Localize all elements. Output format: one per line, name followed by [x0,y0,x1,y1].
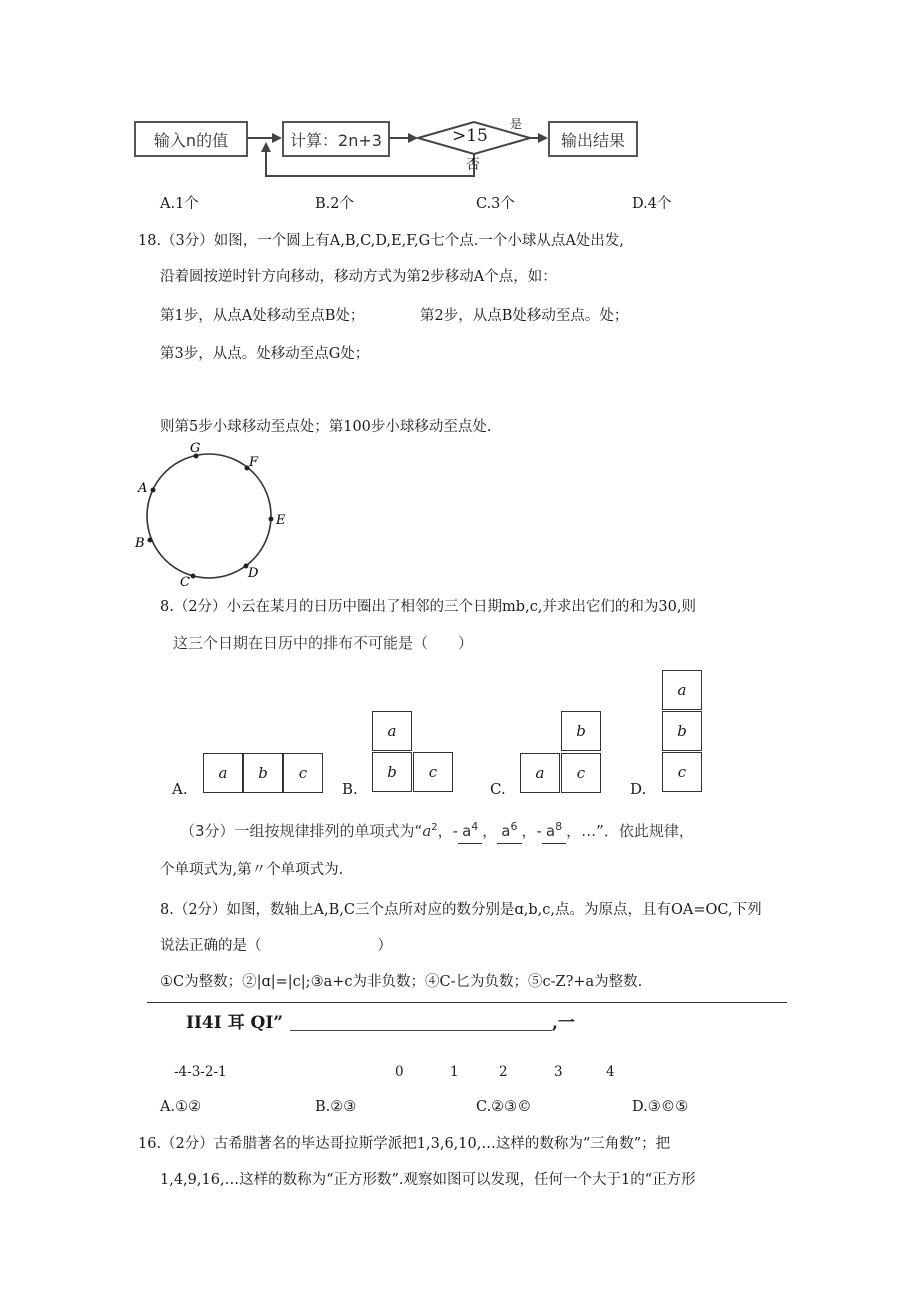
q18-circle-figure [130,440,300,590]
calendar-cell: c [662,752,702,792]
q-mono-term3-exp: 6 [510,820,518,833]
point-d-label: D [248,566,259,581]
option-b: B.2个 [315,196,354,212]
axis-tick-3: 3 [554,1064,563,1080]
point-c [191,574,196,579]
calendar-cell: c [413,752,453,792]
q16-line2: 1,4,9,16,…这样的数称为“正方形数”.观察如图可以发现，任何一个大于1的“正方形 [160,1172,696,1188]
flowchart-compute-label: 计算：2n+3 [290,130,382,150]
q-mono-sep3: ，- [521,822,542,840]
q18-step2: 第2步，从点B处移动至点。处； [420,308,629,324]
q18-line1: 18.（3分）如图，一个圆上有A,B,C,D,E,F,G七个点.一个小球从点A处出发, [138,233,624,249]
q-mono-line1 [180,818,694,844]
q-mono-term2: a [462,822,472,840]
q8b-line3: ①C为整数；②|ɑ|=|c|;③a+c为非负数；④C-匕为负数；⑤c-Z?+a为整数. [160,974,643,990]
calendar-cell: c [283,753,323,793]
q8b-garbled-underline [290,1030,552,1031]
q18-step1: 第1步，从点A处移动至点B处； [160,308,365,324]
q8a-line2: 这三个日期在日历中的排布不可能是（ ） [173,634,474,652]
calendar-cell: a [520,753,560,793]
q8b-divider [147,1002,787,1003]
q8a-line1: 8.（2分）小云在某月的日历中圈出了相邻的三个日期mb,c,并求出它们的和为30,则 [160,599,696,615]
q-mono-line2: 个单项式为,第〃个单项式为. [160,862,344,878]
point-c-label: C [180,575,190,590]
q-mono-term1-exp: 2 [431,822,438,833]
q8b-garbled-left: II4I 耳 QI” [186,1013,284,1033]
point-e [269,517,274,522]
axis-tick-0: 0 [395,1064,404,1080]
calendar-cell: a [372,711,412,751]
option-c: C.3个 [476,196,515,212]
calendar-cell: b [561,711,601,751]
option-d: D.4个 [632,196,672,212]
q8b-option-a: A.①② [160,1099,202,1115]
point-g-label: G [190,441,201,456]
q8b-garbled-right: ,一 [552,1013,575,1033]
q-mono-term4: a [545,822,556,840]
q8a-option-c-label: C. [490,780,506,798]
flowchart-output-box [548,121,638,157]
calendar-cell: b [662,711,702,751]
point-f-label: F [249,455,259,470]
flowchart-connectors [0,0,920,190]
q8b-option-b: B.②③ [315,1099,357,1115]
q18-line2: 沿着圆按逆时针方向移动，移动方式为第2步移动A个点，如： [160,269,557,285]
q18-step3: 第3步，从点。处移动至点G处； [160,346,370,362]
q-mono-sep1: ，- [437,822,459,840]
calendar-cell: c [561,753,601,793]
q18-circle [147,454,271,578]
axis-negative-ticks: -4-3-2-1 [174,1064,227,1080]
axis-tick-2: 2 [499,1064,508,1080]
q8b-line2: 说法正确的是（ ） [160,938,392,954]
calendar-cell: b [372,752,412,792]
q-mono-term1: a [422,822,432,840]
calendar-cell: b [243,753,283,793]
flowchart-input-label: 输入n的值 [153,130,229,150]
flowchart-no-label: 否 [466,157,480,173]
q-mono-term3: a [501,822,511,840]
q-mono-term2-exp: 4 [471,820,479,833]
q8a-option-a-label: A. [172,780,188,798]
axis-tick-1: 1 [450,1064,459,1080]
point-b-label: B [135,536,145,551]
calendar-cell: a [203,753,243,793]
axis-tick-4: 4 [606,1064,615,1080]
q16-line1: 16.（2分）古希腊著名的毕达哥拉斯学派把1,3,6,10,…这样的数称为“三角数”；把 [138,1136,671,1152]
q-mono-term4-exp: 8 [555,820,563,833]
point-b [148,538,153,543]
q-mono-sep2: ， [482,822,498,840]
calendar-cell: a [662,670,702,710]
q-mono-prefix: （3分）一组按规律排列的单项式为“ [180,822,423,840]
option-a: A.1个 [160,196,199,212]
q18-line5: 则第5步小球移动至点处；第100步小球移动至点处. [160,419,492,435]
flowchart-output-label: 输出结果 [560,130,625,150]
point-a [151,488,156,493]
point-a-label: A [138,481,148,496]
q8a-option-d-label: D. [630,780,647,798]
q8a-option-b-label: B. [342,780,358,798]
point-e-label: E [276,513,286,528]
q-mono-suffix: ，…”．依此规律， [566,822,694,840]
q8b-line1: 8.（2分）如图，数轴上A,B,C三个点所对应的数分别是ɑ,b,c,点。为原点，且有OA=OC,下列 [160,902,762,918]
q8b-option-d: D.③©⑤ [632,1099,689,1115]
q8b-option-c: C.②③© [476,1099,532,1115]
flowchart-yes-label: 是 [510,117,523,131]
flowchart-condition-label: >15 [452,126,488,146]
